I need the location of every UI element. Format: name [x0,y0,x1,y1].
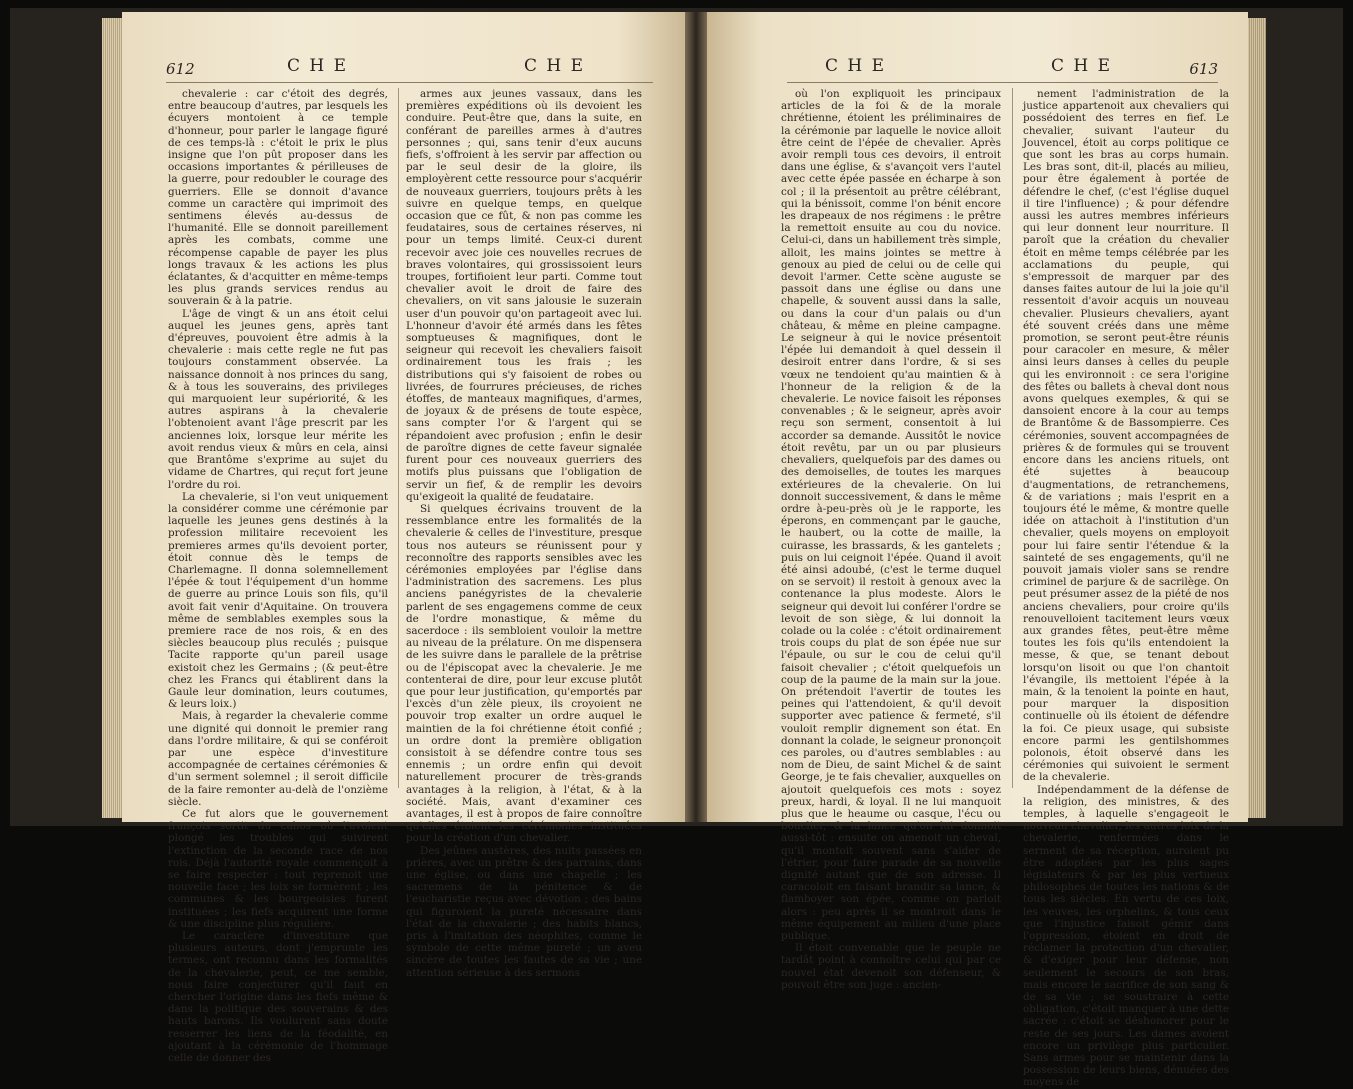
right-column-divider [1012,88,1013,788]
paragraph: armes aux jeunes vassaux, dans les premières expéditions où ils devoient les conduire. Peut-être que, dans la suite, en conférant de pareilles armes à d'autres personnes ; qui, sans tenir d'eux aucuns fiefs, s'offroient à les servir par affection ou par le seul desir de la gloire, ils employèrent cette ressource pour s'acquérir de nouveaux guerriers, toujours prêts à les suivre en quelque temps, en quelque occasion que ce fût, & non pas comme les feudataires, sous de certaines réserves, ni pour un temps limité. Ceux-ci durent recevoir avec joie ces nouvelles recrues de braves volontaires, qui grossissoient leurs troupes, fortifioient leur parti. Comme tout chevalier avoit le droit de faire des chevaliers, on vit sans jalousie le suzerain user d'un pouvoir qu'on partageoit avec lui. L'honneur d'avoir été armés dans les fêtes somptueuses & magnifiques, dont le seigneur qui recevoit les chevaliers faisoit ordinairement tous les frais ; les distributions qui s'y faisoient de robes ou livrées, de fourrures précieuses, de riches étoffes, de manteaux magnifiques, d'armes, de joyaux & de présens de toute espèce, sans compter l'or & l'argent qui se répandoient avec profusion ; enfin le desir de paroître dignes de cette faveur signalée furent pour ces nouveaux guerriers des motifs plus puissans que l'obligation de servir un fief, & de remplir les devoirs qu'exigeoit la qualité de feudataire. [406,88,642,503]
paragraph: où l'on expliquoit les principaux articles de la foi & de la morale chrétienne, étoient les préliminaires de la cérémonie par laquelle le novice alloit être ceint de l'épée de chevalier. Après avoir rempli tous ces devoirs, il entroit dans une église, & s'avançoit vers l'autel avec cette épée passée en écharpe à son col ; il la présentoit au prêtre célébrant, qui la bénissoit, comme l'on bénit encore les drapeaux de nos régimens : le prêtre la remettoit ensuite au cou du novice. Celui-ci, dans un habillement très simple, alloit, les mains jointes se mettre à genoux au pied de celui ou de celle qui devoit l'armer. Cette scène auguste se passoit dans une église ou dans une chapelle, & souvent aussi dans la salle, ou dans la cour d'un palais ou d'un château, & même en pleine campagne. Le seigneur à qui le novice présentoit l'épée lui demandoit à quel dessein il desiroit entrer dans l'ordre, & si ses vœux ne tendoient qu'au maintien & à l'honneur de la religion & de la chevalerie. Le novice faisoit les réponses convenables ; & le seigneur, après avoir reçu son serment, consentoit à lui accorder sa demande. Aussitôt le novice étoit revêtu, par un ou par plusieurs chevaliers, quelquefois par des dames ou des demoiselles, de toutes les marques extérieures de la chevalerie. On lui donnoit successivement, & dans le même ordre à-peu-près où je le rapporte, les éperons, en commençant par le gauche, le haubert, ou la cotte de maille, la cuirasse, les brassards, & les gantelets ; puis on lui ceignoit l'épée. Quand il avoit été ainsi adoubé, (c'est le terme duquel on se servoit) il restoit à genoux avec la contenance la plus modeste. Alors le seigneur qui devoit lui conférer l'ordre se levoit de son siège, & lui donnoit la colade ou la colée : c'étoit ordinairement trois coups du plat de son épée nue sur l'épaule, ou sur le cou de celui qu'il faisoit chevalier ; c'étoit quelquefois un coup de la paume de la main sur la joue. On prétendoit l'avertir de toutes les peines qui l'attendoient, & qu'il devoit supporter avec patience & fermeté, s'il vouloit remplir dignement son état. En donnant la colade, le seigneur prononçoit ces paroles, ou d'autres semblables : au nom de Dieu, de saint Michel & de saint George, je te fais chevalier, auxquelles on ajoutoit quelquefois ces mots : soyez preux, hardi, & loyal. Il ne lui manquoit plus que le heaume ou casque, l'écu ou bouclier, & la lance qu'on lui donnoit aussi-tôt : ensuite on amenoit un cheval, qu'il montoit souvent sans s'aider de l'étrier, pour faire parade de sa nouvelle dignité autant que de son adresse. Il caracoloit en faisant brandir sa lance, & flamboyer son épée, comme on parloit alors : peu après il se montroit dans le même équipement au milieu d'une place publique. [781,88,1001,943]
paragraph: La chevalerie, si l'on veut uniquement la considérer comme une cérémonie par laquelle les jeunes gens destinés à la profession militaire recevoient les premieres armes qu'ils devoient porter, étoit connue dès le temps de Charlemagne. Il donna solemnellement l'épée & tout l'équipement d'un homme de guerre au prince Louis son fils, qu'il avoit fait venir d'Aquitaine. On trouvera même de semblables exemples sous la premiere race de nos rois, & en des siècles beaucoup plus reculés ; puisque Tacite rapporte qu'un pareil usage existoit chez les Germains ; (& peut-être chez les Francs qui établirent dans la Gaule leur domination, leurs coutumes, & leurs loix.) [168,490,388,711]
paragraph: Indépendamment de la défense de la religion, des ministres, & des temples, à laquelle s'engageoit le nouveau chevalier, les autres loix de la chevalerie, renfermées dans le serment de sa réception, auroient pu être adoptées par les plus sages législateurs & par les plus vertueux philosophes de toutes les nations & de tous les siècles. En vertu de ces loix, les veuves, les orphelins, & tous ceux que l'injustice faisoit gémir dans l'oppression, étoient en droit de réclamer la protection d'un chevalier, & d'exiger pour leur défense, non seulement le secours de son bras, mais encore le sacrifice de son sang & de sa vie ; se soustraire à cette obligation, c'étoit manquer à une dette sacrée : c'étoit se déshonorer pour le reste de ses jours. Les dames avoient encore un privilège plus particulier. Sans armes pour se maintenir dans la possession de leurs biens, dénuées des moyens de [1023,783,1229,1089]
left-header-word-2: C H E [524,56,586,76]
paragraph: Il étoit convenable que le peuple ne tardât point à connoître celui qui par ce nouvel état devenoit son défenseur, & pouvoit être son juge : ancien- [781,942,1001,991]
paragraph: nement l'administration de la justice appartenoit aux chevaliers qui possédoient des terres en fief. Le chevalier, suivant l'auteur du Jouvencel, étoit au corps politique ce que sont les bras au corps humain. Les bras sont, dit-il, placés au milieu, pour être également à portée de défendre le chef, (c'est l'église duquel il tire l'influence) ; & pour défendre aussi les autres membres inférieurs qui leur donnent leur nourriture. Il paroît que la création du chevalier étoit en même temps célébrée par les acclamations du peuple, qui s'empressoit de marquer par des danses faites autour de lui la joie qu'il ressentoit d'avoir acquis un nouveau chevalier. Plusieurs chevaliers, ayant été souvent créés dans une même promotion, se seront peut-être réunis pour caracoler en mesure, & mêler ainsi leurs danses à celles du peuple qui les environnoit : ce sera l'origine des fêtes ou ballets à cheval dont nous avons quelques exemples, & qui se dansoient encore à la cour au temps de Brantôme & de Bassompierre. Ces cérémonies, souvent accompagnées de prières & de formules qui se trouvent encore dans les anciens rituels, ont été sujettes à beaucoup d'augmentations, de retranchemens, & de variations ; mais l'esprit en a toujours été le même, & montre quelle idée on attachoit à l'institution d'un chevalier, quels moyens on employoit pour lui faire sentir l'étendue & la sainteté de ses engagements, qu'il ne pouvoit jamais violer sans se rendre criminel de parjure & de sacrilège. On peut présumer assez de la piété de nos anciens chevaliers, pour croire qu'ils renouvelloient tacitement leurs vœux aux grandes fêtes, peut-être même toutes les fois qu'ils entendoient la messe, & que, se tenant debout lorsqu'on lisoit ou que l'on chantoit l'évangile, ils mettoient l'épée à la main, & la tenoient la pointe en haut, pour marquer la disposition continuelle où ils étoient de défendre la foi. Ce pieux usage, qui subsiste encore parmi les gentilshommes polonois, étoit observé dans les cérémonies qui suivoient le serment de la chevalerie. [1023,88,1229,784]
left-page-edges [102,18,124,818]
left-header-rule [166,82,653,83]
left-page [122,12,685,1065]
right-column-1 [781,88,1001,991]
paragraph: Le caractère d'investiture que plusieurs auteurs, dont j'emprunte les termes, ont reconnu dans les formalités de la chevalerie, peut, ce me semble, nous faire conjecturer qu'il faut en chercher l'origine dans les fiefs même & dans la politique des souverains & des hauts barons. Ils voulurent sans doute resserrer les liens de la féodalité, en ajoutant à la cérémonie de l'hommage celle de donner des [168,930,388,1065]
left-header-word-1: C H E [287,56,349,76]
right-column-2 [1023,88,1229,1089]
right-header-word-1: C H E [825,56,887,76]
right-page-number: 613 [1189,60,1218,78]
left-column-divider [398,88,399,788]
left-column-1 [168,88,388,1065]
left-column-2 [406,88,642,979]
right-header-rule [787,82,1218,83]
book-spread [10,8,1343,1089]
paragraph: Des jeûnes austères, des nuits passées en prières, avec un prêtre & des parrains, dans une église, ou dans une chapelle ; les sacremens de la pénitence & de l'eucharistie reçus avec dévotion ; des bains qui figuroient la pureté nécessaire dans l'état de la chevalerie ; des habits blancs, pris à l'imitation des néophites, comme le symbole de cette même pureté ; un aveu sincère de toutes les fautes de sa vie ; une attention sérieuse à des sermons [406,844,642,979]
paragraph: chevalerie : car c'étoit des degrés, entre beaucoup d'autres, par lesquels les écuyers montoient à ce temple d'honneur, pour parler le langage figuré de ces temps-là : c'étoit le prix le plus insigne que l'on pût proposer dans les occasions importantes & périlleuses de la guerre, pour redoubler le courage des guerriers. Elle se donnoit d'avance comme un caractère qui imprimoit des sentimens élevés au-dessus de l'humanité. Elle se donnoit pareillement après les combats, comme une récompense capable de payer les plus longs travaux & les actions les plus éclatantes, & d'acquitter en même-temps les plus grands services rendus au souverain & à la patrie. [168,88,388,308]
right-running-header [707,56,1248,82]
paragraph: Si quelques écrivains trouvent de la ressemblance entre les formalités de la chevalerie & celles de l'investiture, presque tous nos auteurs se réunissent pour y reconnoître des rapports sensibles avec les cérémonies employées par l'église dans l'administration des sacremens. Les plus anciens panégyristes de la chevalerie parlent de ses engagemens comme de ceux de l'ordre monastique, & même du sacerdoce : ils sembloient vouloir la mettre au niveau de la prélature. On me dispensera de les suivre dans le parallele de la prêtrise ou de l'épiscopat avec la chevalerie. Je me contenterai de dire, pour leur excuse plutôt que pour leur justification, qu'emportés par l'excès d'un zèle pieux, ils croyoient ne pouvoir trop exalter un ordre auquel le maintien de la foi chrétienne étoit confié ; un ordre dont la première obligation consistoit à se défendre contre tous ses ennemis ; un ordre enfin qui devoit naturellement procurer de très-grands avantages à la religion, à l'état, & à la société. Mais, avant d'examiner ces avantages, il est à propos de faire connoître qu'elles étoient les cérémonies instituées pour la création d'un chevalier. [406,502,642,845]
right-header-word-2: C H E [1051,56,1113,76]
paragraph: L'âge de vingt & un ans étoit celui auquel les jeunes gens, après tant d'épreuves, pouvoient être admis à la chevalerie : mais cette regle ne fut pas toujours constamment observée. La naissance donnoit à nos princes du sang, & à tous les souverains, des privileges qui marquoient leur supériorité, & les autres aspirans à la chevalerie l'obtenoient avant l'âge prescrit par les anciennes loix, lorsque leur mérite les avoit rendus vieux & mûrs en cela, ainsi que Brantôme s'exprime au sujet du vidame de Chartres, qui reçut fort jeune l'ordre du roi. [168,307,388,491]
left-running-header [122,56,685,82]
book-gutter [685,12,707,822]
right-page-edges [1246,18,1266,818]
paragraph: Mais, à regarder la chevalerie comme une dignité qui donnoit le premier rang dans l'ordre militaire, & qui se conféroit par une espèce d'investiture accompagnée de certaines cérémonies & d'un serment solemnel ; il seroit difficile de la faire remonter au-delà de l'onzième siècle. [168,710,388,808]
left-page-number: 612 [166,60,195,78]
paragraph: Ce fut alors que le gouvernement françois sortit du cahos où l'avoient plongé les troubles qui suivirent l'extinction de la seconde race de nos rois. Déjà l'autorité royale commençoit à se faire respecter : tout reprenoit une nouvelle face ; les loix se formèrent ; les communes & les bourgeoisies furent instituées ; les fiefs acquirent une forme & une discipline plus régulière. [168,807,388,930]
right-page [707,12,1248,1089]
